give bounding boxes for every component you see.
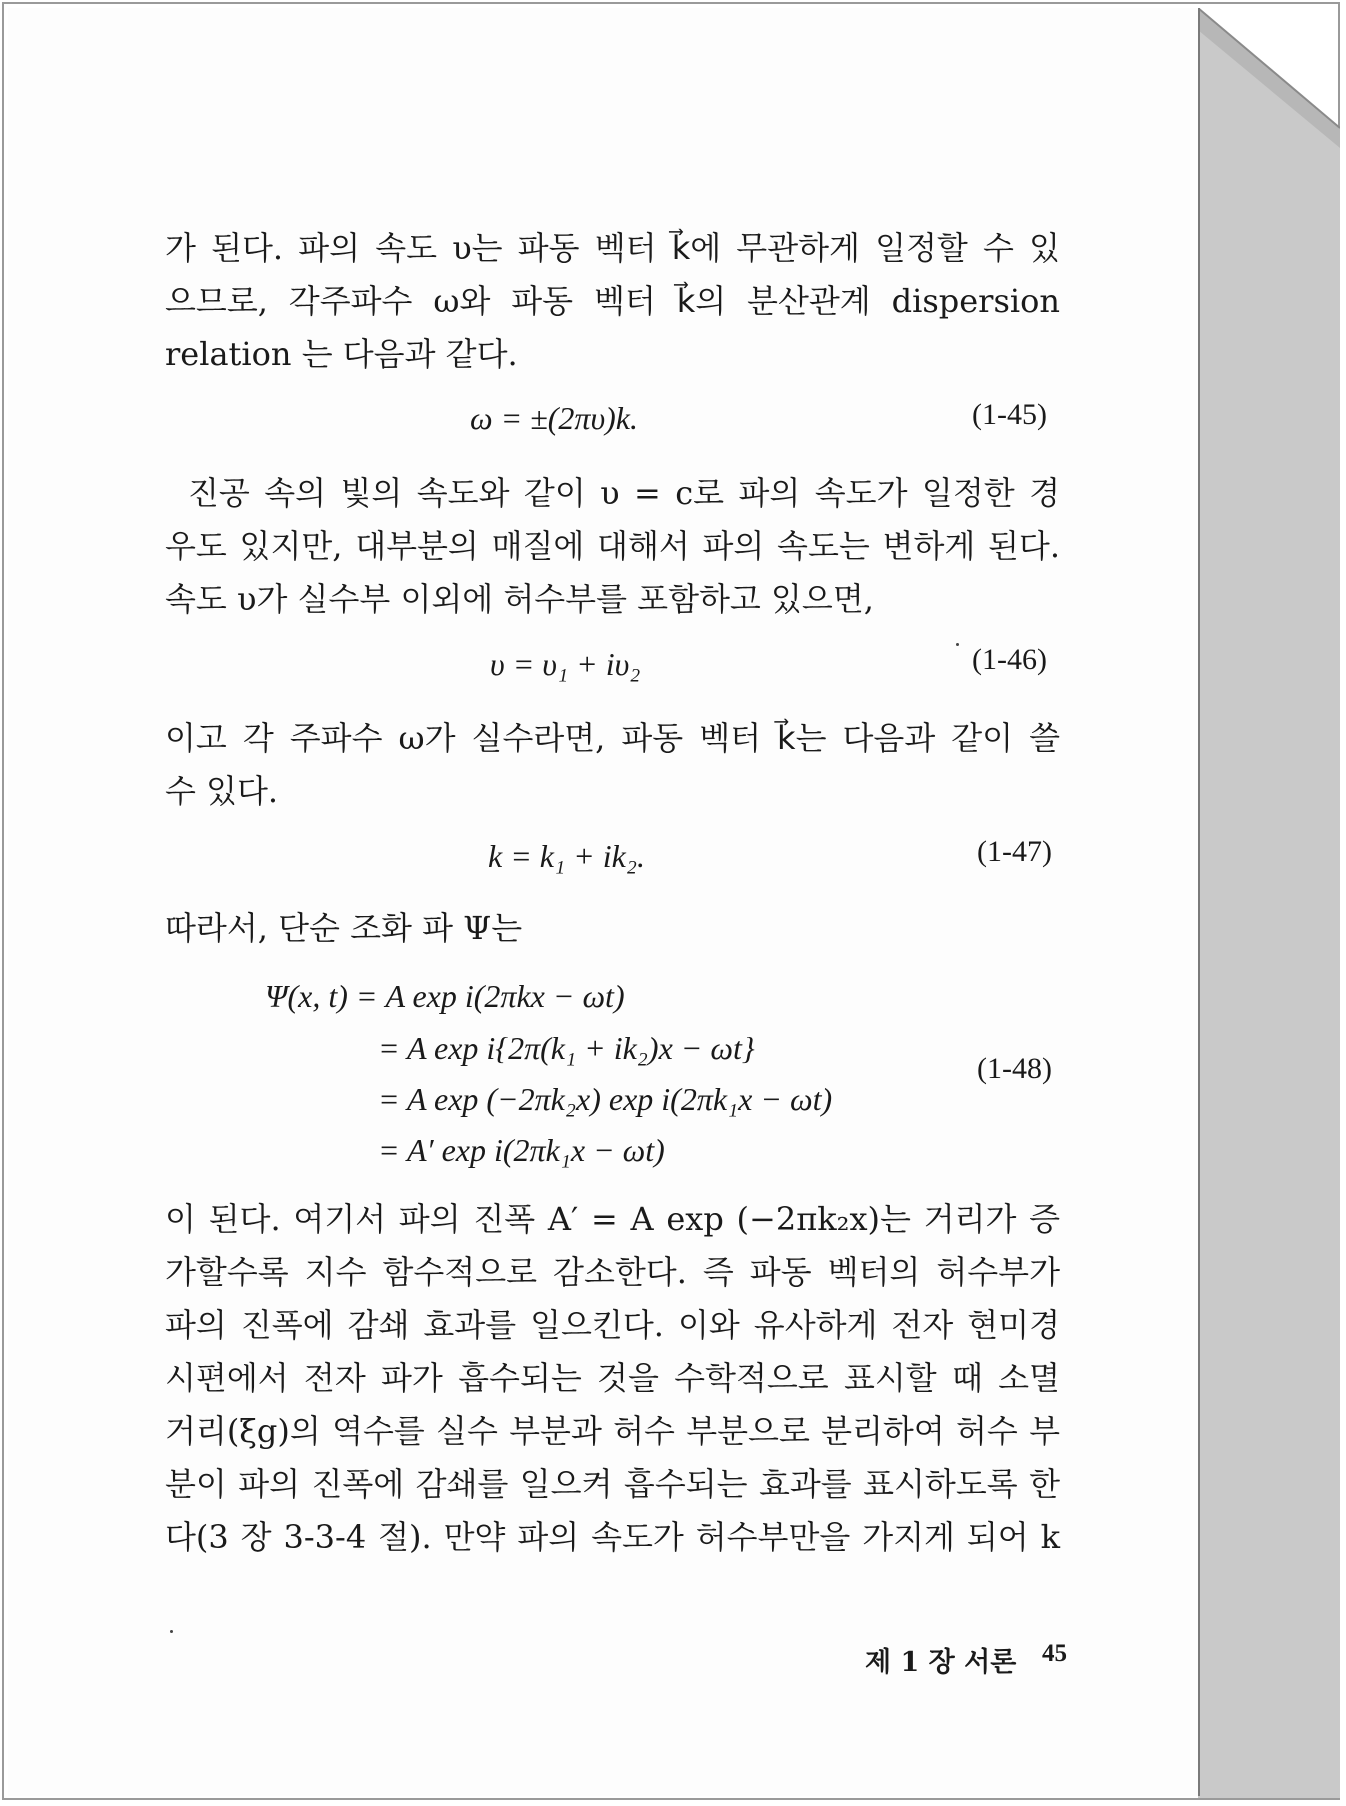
equation-line: = A′ exp i(2πk₁x − ωt)	[378, 1132, 665, 1168]
text-line: 파의 진폭에 감쇄 효과를 일으킨다. 이와 유사하게 전자 현미경	[165, 1306, 1060, 1344]
paragraph-harmonic-wave: 따라서, 단순 조화 파 Ψ는	[165, 909, 523, 947]
text-line: 분이 파의 진폭에 감쇄를 일으켜 흡수되는 효과를 표시하도록 한	[165, 1465, 1060, 1503]
equation-number: (1-47)	[977, 835, 1052, 868]
text-line: 으므로, 각주파수 ω와 파동 벡터 k⃗의 분산관계 dispersion	[165, 282, 1060, 320]
book-side-edge	[1198, 8, 1340, 1798]
text-line: 다(3 장 3-3-4 절). 만약 파의 속도가 허수부만을 가지게 되어 k	[165, 1518, 1060, 1556]
text-line: 이 된다. 여기서 파의 진폭 A′ = A exp (−2πk₂x)는 거리가 증	[165, 1200, 1060, 1238]
text-line: 거리(ξg)의 역수를 실수 부분과 허수 부분으로 분리하여 허수 부	[165, 1412, 1060, 1450]
equation-number: (1-46)	[972, 643, 1047, 676]
equation-number: (1-45)	[972, 398, 1047, 431]
text-line: 가 된다. 파의 속도 υ는 파동 벡터 k⃗에 무관하게 일정할 수 있	[165, 229, 1060, 267]
scan-speck	[170, 1630, 173, 1633]
text-line: 수 있다.	[165, 772, 279, 810]
text-line: relation 는 다음과 같다.	[165, 335, 518, 373]
text-line: 이고 각 주파수 ω가 실수라면, 파동 벡터 k⃗는 다음과 같이 쓸	[165, 719, 1060, 757]
text-line: 가할수록 지수 함수적으로 감소한다. 즉 파동 벡터의 허수부가	[165, 1253, 1060, 1291]
page-number: 45	[1042, 1640, 1067, 1667]
equation-1-46: υ = υ₁ + iυ₂	[490, 646, 641, 682]
equation-line: = A exp i{2π(k₁ + ik₂)x − ωt}	[378, 1030, 755, 1066]
equation-line: Ψ(x, t) = A exp i(2πkx − ωt)	[265, 978, 625, 1014]
equation-number: (1-48)	[977, 1052, 1052, 1085]
scan-speck	[956, 643, 959, 646]
text-line: 시편에서 전자 파가 흡수되는 것을 수학적으로 표시할 때 소멸	[165, 1359, 1060, 1397]
running-footer-chapter: 제 1 장 서론	[865, 1647, 1017, 1678]
text-line: 속도 υ가 실수부 이외에 허수부를 포함하고 있으면,	[165, 580, 874, 618]
text-line: 우도 있지만, 대부분의 매질에 대해서 파의 속도는 변하게 된다.	[165, 527, 1060, 565]
equation-1-45: ω = ±(2πυ)k.	[470, 400, 638, 436]
equation-1-47: k = k₁ + ik₂.	[488, 838, 645, 874]
equation-line: = A exp (−2πk₂x) exp i(2πk₁x − ωt)	[378, 1081, 833, 1117]
text-line: 진공 속의 빛의 속도와 같이 υ = c로 파의 속도가 일정한 경	[188, 474, 1060, 512]
